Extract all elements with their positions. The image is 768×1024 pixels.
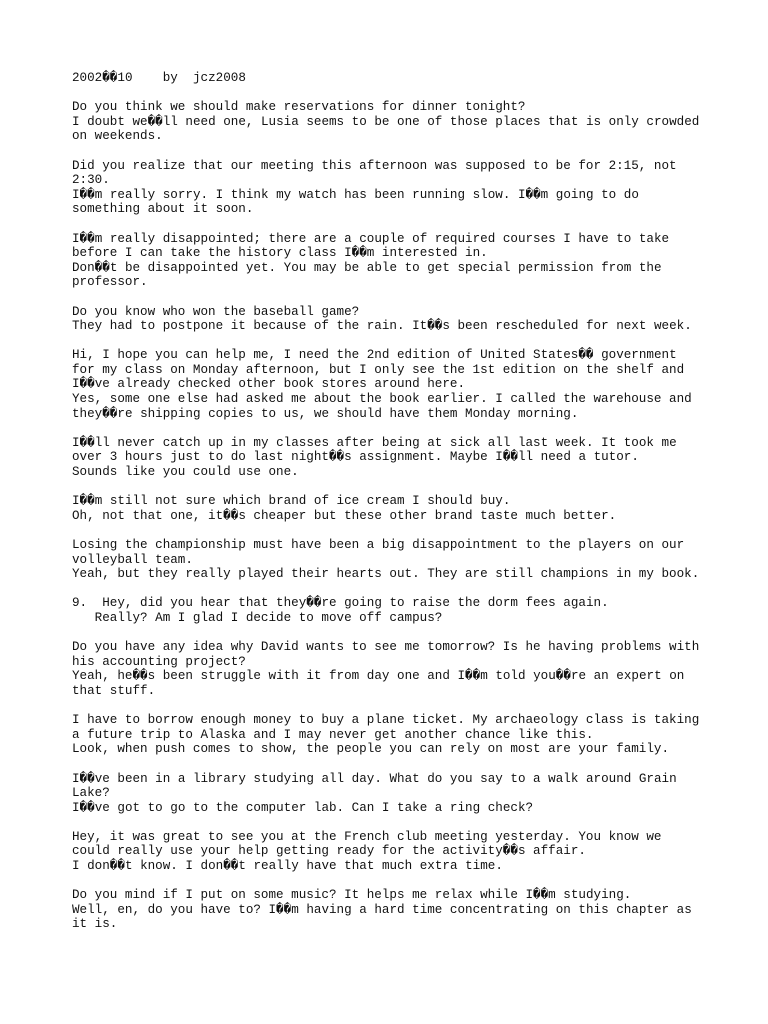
text-line: Hey, it was great to see you at the French club meeting yesterday. You know we [72, 829, 662, 844]
blank-line [72, 626, 732, 641]
text-line: Do you think we should make reservations for dinner tonight? [72, 100, 526, 115]
text-line: They had to postpone it because of the rain. It��s been rescheduled for next week. [72, 319, 692, 334]
blank-line [72, 334, 732, 349]
text-line: a future trip to Alaska and I may never get another chance like this. [72, 727, 594, 742]
blank-line [72, 290, 732, 305]
text-line: 2002��10 by jcz2008 [72, 71, 246, 85]
text-line: Well, en, do you have to? I��m having a hard time concentrating on this chapter as [72, 902, 692, 917]
text-line: his accounting project? [72, 654, 246, 669]
blank-line [72, 217, 732, 232]
text-line: Really? Am I glad I decide to move off campus? [72, 610, 443, 625]
text-line: I��ve got to go to the computer lab. Can I take a ring check? [72, 800, 534, 815]
blank-line [72, 480, 732, 495]
text-line: Oh, not that one, it��s cheaper but these other brand taste much better. [72, 508, 617, 523]
text-line: that stuff. [72, 683, 156, 698]
text-line: I don��t know. I don��t really have that much extra time. [72, 859, 503, 874]
text-line: could really use your help getting ready for the activity��s affair. [72, 844, 586, 859]
text-line: Do you mind if I put on some music? It helps me relax while I��m studying. [72, 888, 632, 903]
text-line: over 3 hours just to do last night��s assignment. Maybe I��ll need a tutor. [72, 450, 639, 465]
blank-line [72, 757, 732, 772]
text-line: on weekends. [72, 129, 163, 144]
text-line: Yeah, but they really played their hearts out. They are still champions in my book. [72, 567, 700, 582]
text-line: Losing the championship must have been a big disappointment to the players on our [72, 538, 685, 552]
blank-line [72, 582, 732, 597]
text-line: professor. [72, 275, 148, 290]
text-line: volleyball team. [72, 552, 193, 567]
blank-line [72, 815, 732, 830]
text-line: Sounds like you could use one. [72, 465, 299, 480]
text-line: I have to borrow enough money to buy a plane ticket. My archaeology class is taking [72, 713, 700, 728]
text-line: Hi, I hope you can help me, I need the 2nd edition of United States�� government [72, 348, 677, 363]
text-line: for my class on Monday afternoon, but I only see the 1st edition on the shelf and [72, 362, 685, 377]
text-line: Look, when push comes to show, the people you can rely on most are your family. [72, 742, 670, 757]
text-line: Do you know who won the baseball game? [72, 304, 360, 319]
text-line: Don��t be disappointed yet. You may be able to get special permission from the [72, 260, 662, 275]
text-line: something about it soon. [72, 202, 254, 217]
blank-line [72, 699, 732, 714]
text-line: I��m really disappointed; there are a couple of required courses I have to take [72, 231, 670, 246]
blank-line [72, 144, 732, 159]
text-line: I��ll never catch up in my classes after being at sick all last week. It took me [72, 435, 677, 450]
text-line: they��re shipping copies to us, we should have them Monday morning. [72, 406, 579, 421]
text-line: Yes, some one else had asked me about the book earlier. I called the warehouse and [72, 392, 692, 407]
text-line: Did you realize that our meeting this afternoon was supposed to be for 2:15, not [72, 158, 677, 173]
text-line: I��m still not sure which brand of ice cream I should buy. [72, 494, 511, 509]
text-line: before I can take the history class I��m interested in. [72, 246, 488, 261]
text-line: Lake? [72, 786, 110, 801]
blank-line [72, 86, 732, 101]
text-line: 2:30. [72, 173, 110, 188]
text-line: I doubt we��ll need one, Lusia seems to be one of those places that is only crowded [72, 114, 700, 129]
document-page [72, 71, 732, 932]
text-line: Yeah, he��s been struggle with it from day one and I��m told you��re an expert on [72, 669, 685, 684]
blank-line [72, 523, 732, 538]
blank-line [72, 421, 732, 436]
text-line: it is. [72, 917, 118, 932]
text-line: I��m really sorry. I think my watch has been running slow. I��m going to do [72, 187, 639, 202]
blank-line [72, 874, 732, 889]
text-line: 9. Hey, did you hear that they��re going to raise the dorm fees again. [72, 596, 609, 611]
text-line: I��ve already checked other book stores around here. [72, 377, 466, 392]
text-line: I��ve been in a library studying all day. What do you say to a walk around Grain [72, 771, 677, 786]
text-line: Do you have any idea why David wants to see me tomorrow? Is he having problems with [72, 640, 700, 655]
